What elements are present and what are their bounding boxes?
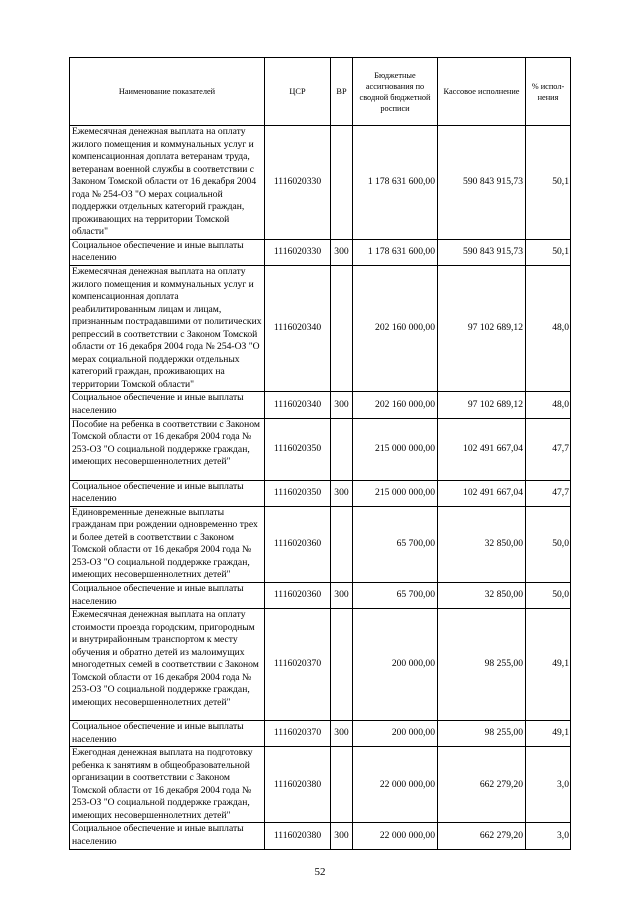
budget-execution-table: [69, 57, 571, 850]
header-budget: Бюджетные ассигнования по сводной бюджетной росписи: [353, 58, 438, 126]
row-cash-cell: 97 102 689,12: [438, 266, 526, 392]
row-cash-cell: 590 843 915,73: [438, 239, 526, 265]
row-pct-cell: 49,1: [526, 609, 571, 721]
row-name-cell: Социальное обеспечение и иные выплаты населению: [70, 582, 265, 608]
header-vr: ВР: [331, 58, 353, 126]
row-pct-cell: 47,7: [526, 480, 571, 506]
table-row: [70, 266, 571, 392]
row-pct-cell: 50,1: [526, 126, 571, 240]
row-csr-cell: 1116020380: [265, 747, 331, 823]
row-csr-cell: 1116020350: [265, 480, 331, 506]
table-row: [70, 126, 571, 240]
row-name-cell: Ежегодная денежная выплата на подготовку ребенка к занятиям в общеобразовательной организации в соответствии с Законом Томской области от 16 декабря 2004 года № 253-ОЗ "О социальной поддержке граждан, имеющих несовершеннолетних детей": [70, 747, 265, 823]
row-csr-cell: 1116020370: [265, 609, 331, 721]
row-pct-cell: 48,0: [526, 392, 571, 418]
row-name-cell: Ежемесячная денежная выплата на оплату стоимости проезда городским, пригородным и внутрирайонным транспортом к месту обучения и обратно детей из малоимущих многодетных семей в соответствии с Законом Томской области от 16 декабря 2004 года № 253-ОЗ "О социальной поддержке граждан, имеющих несовершеннолетних детей": [70, 609, 265, 721]
header-cash: Кассовое исполнение: [438, 58, 526, 126]
row-name-cell: Ежемесячная денежная выплата на оплату жилого помещения и коммунальных услуг и компенсационная доплата ветеранам труда, ветеранам военной службы в соответствии с Законом Томской области от 16 декабря 2004 года № 254-ОЗ "О мерах социальной поддержки отдельных категорий граждан, проживающих на территории Томской области": [70, 126, 265, 240]
row-budget-cell: 200 000,00: [353, 721, 438, 747]
row-vr-cell: [331, 126, 353, 240]
row-cash-cell: 32 850,00: [438, 582, 526, 608]
row-vr-cell: 300: [331, 823, 353, 849]
row-name-cell: Ежемесячная денежная выплата на оплату жилого помещения и коммунальных услуг и компенсационная доплата реабилитированным лицам и лицам, признанным пострадавшими от политических репрессий в соответствии с Законом Томской области от 16 декабря 2004 года № 254-ОЗ "О мерах социальной поддержки отдельных категорий граждан, проживающих на территории Томской области": [70, 266, 265, 392]
row-vr-cell: [331, 747, 353, 823]
row-pct-cell: 50,0: [526, 582, 571, 608]
row-csr-cell: 1116020360: [265, 582, 331, 608]
row-pct-cell: 47,7: [526, 418, 571, 480]
row-vr-cell: [331, 266, 353, 392]
row-pct-cell: 50,1: [526, 239, 571, 265]
row-csr-cell: 1116020330: [265, 239, 331, 265]
row-cash-cell: 590 843 915,73: [438, 126, 526, 240]
table-row: [70, 582, 571, 608]
row-vr-cell: 300: [331, 239, 353, 265]
row-pct-cell: 3,0: [526, 747, 571, 823]
row-budget-cell: 202 160 000,00: [353, 266, 438, 392]
row-budget-cell: 1 178 631 600,00: [353, 239, 438, 265]
row-vr-cell: [331, 609, 353, 721]
row-pct-cell: 3,0: [526, 823, 571, 849]
row-cash-cell: 97 102 689,12: [438, 392, 526, 418]
row-vr-cell: [331, 418, 353, 480]
table-body: [70, 126, 571, 850]
row-cash-cell: 662 279,20: [438, 747, 526, 823]
row-cash-cell: 102 491 667,04: [438, 418, 526, 480]
header-csr: ЦСР: [265, 58, 331, 126]
row-budget-cell: 1 178 631 600,00: [353, 126, 438, 240]
table-row: [70, 609, 571, 721]
table-row: [70, 418, 571, 480]
row-cash-cell: 32 850,00: [438, 506, 526, 582]
row-name-cell: Социальное обеспечение и иные выплаты населению: [70, 480, 265, 506]
header-pct: % испол-нения: [526, 58, 571, 126]
row-pct-cell: 50,0: [526, 506, 571, 582]
row-budget-cell: 202 160 000,00: [353, 392, 438, 418]
table-header-row: [70, 58, 571, 126]
row-budget-cell: 65 700,00: [353, 506, 438, 582]
row-budget-cell: 22 000 000,00: [353, 747, 438, 823]
row-vr-cell: 300: [331, 480, 353, 506]
table-row: [70, 823, 571, 849]
row-name-cell: Социальное обеспечение и иные выплаты населению: [70, 721, 265, 747]
table-row: [70, 721, 571, 747]
row-name-cell: Пособие на ребенка в соответствии с Законом Томской области от 16 декабря 2004 года № 253-ОЗ "О социальной поддержке граждан, имеющих несовершеннолетних детей": [70, 418, 265, 480]
table-row: [70, 239, 571, 265]
table-row: [70, 480, 571, 506]
row-budget-cell: 200 000,00: [353, 609, 438, 721]
row-budget-cell: 215 000 000,00: [353, 418, 438, 480]
row-csr-cell: 1116020330: [265, 126, 331, 240]
row-csr-cell: 1116020360: [265, 506, 331, 582]
row-vr-cell: 300: [331, 392, 353, 418]
row-name-cell: Социальное обеспечение и иные выплаты населению: [70, 392, 265, 418]
row-csr-cell: 1116020370: [265, 721, 331, 747]
header-name: Наименование показателей: [70, 58, 265, 126]
table-row: [70, 392, 571, 418]
row-vr-cell: [331, 506, 353, 582]
row-name-cell: Социальное обеспечение и иные выплаты населению: [70, 823, 265, 849]
row-vr-cell: 300: [331, 582, 353, 608]
row-budget-cell: 22 000 000,00: [353, 823, 438, 849]
row-cash-cell: 98 255,00: [438, 609, 526, 721]
row-csr-cell: 1116020380: [265, 823, 331, 849]
row-name-cell: Единовременные денежные выплаты гражданам при рождении одновременно трех и более детей в соответствии с Законом Томской области от 16 декабря 2004 года № 253-ОЗ "О социальной поддержке граждан, имеющих несовершеннолетних детей": [70, 506, 265, 582]
row-cash-cell: 662 279,20: [438, 823, 526, 849]
row-cash-cell: 98 255,00: [438, 721, 526, 747]
row-pct-cell: 48,0: [526, 266, 571, 392]
row-budget-cell: 215 000 000,00: [353, 480, 438, 506]
row-csr-cell: 1116020350: [265, 418, 331, 480]
row-budget-cell: 65 700,00: [353, 582, 438, 608]
row-csr-cell: 1116020340: [265, 392, 331, 418]
row-cash-cell: 102 491 667,04: [438, 480, 526, 506]
row-name-cell: Социальное обеспечение и иные выплаты населению: [70, 239, 265, 265]
table-row: [70, 747, 571, 823]
row-vr-cell: 300: [331, 721, 353, 747]
table-row: [70, 506, 571, 582]
row-pct-cell: 49,1: [526, 721, 571, 747]
row-csr-cell: 1116020340: [265, 266, 331, 392]
page-number: 52: [314, 866, 326, 878]
